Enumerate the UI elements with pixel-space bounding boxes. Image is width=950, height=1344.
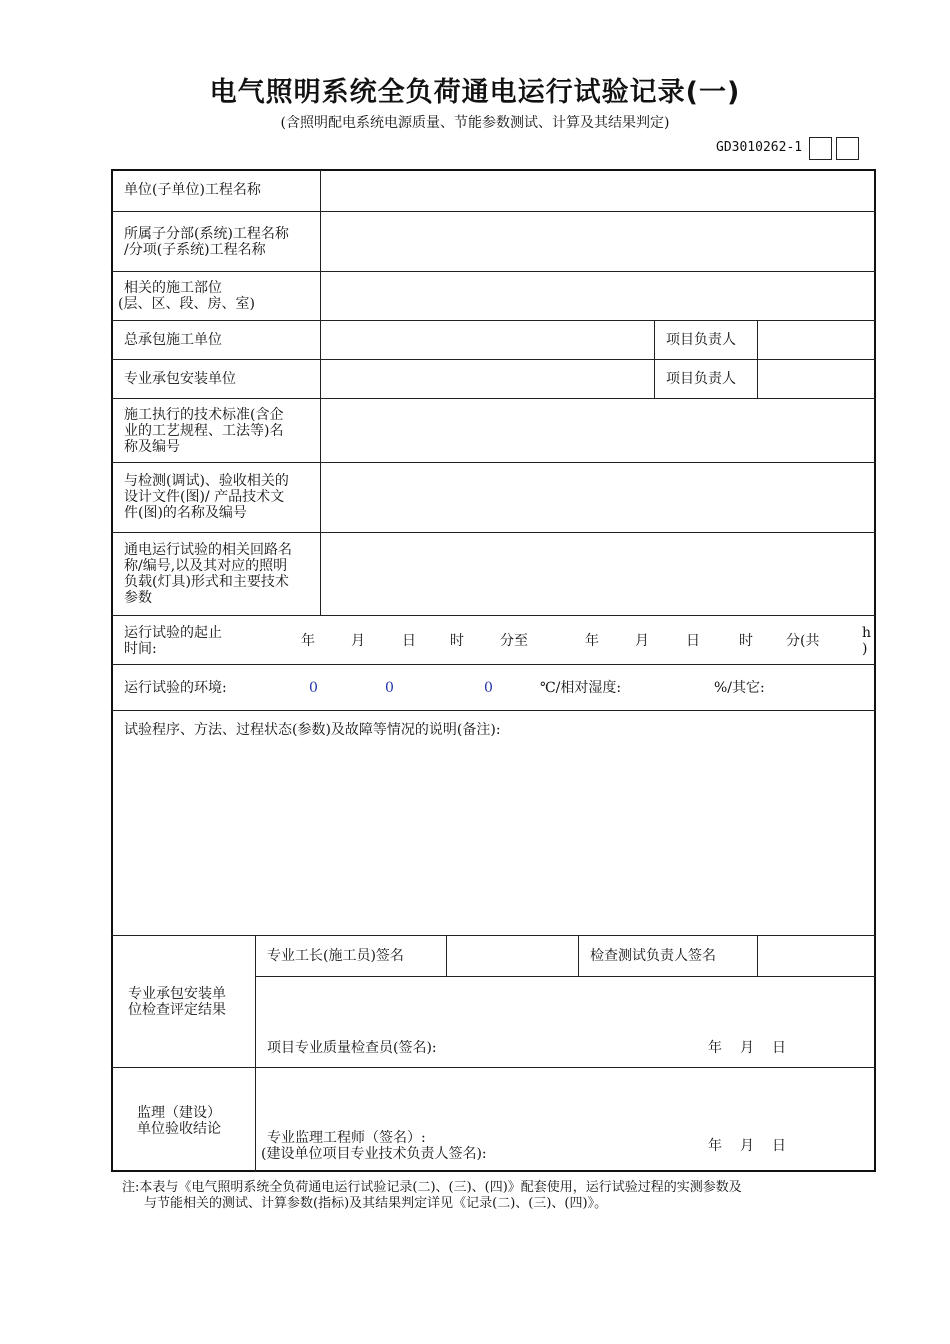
humidity-label: ℃/相对湿度: — [540, 680, 622, 696]
contractor-check-label-1: 专业承包安装单 — [128, 986, 226, 1002]
hours-close: ) — [862, 641, 868, 657]
footnote — [122, 1180, 742, 1212]
subsystem-field[interactable] — [321, 212, 874, 271]
other-label: %/其它: — [714, 680, 765, 696]
location-label-1: 相关的施工部位 — [124, 280, 222, 296]
owner-rep-label: (建设单位项目专业技术负责人签名): — [261, 1146, 487, 1162]
foreman-signature-label: 专业工长(施工员)签名 — [267, 948, 404, 964]
start-day: 日 — [402, 633, 416, 649]
docs-label-3: 件(图)的名称及编号 — [124, 505, 247, 521]
start-year: 年 — [301, 633, 315, 649]
hours-unit: h — [862, 625, 872, 641]
specialty-contractor-label: 专业承包安装单位 — [124, 371, 236, 387]
tester-signature-field[interactable] — [758, 936, 874, 976]
code-box-1[interactable] — [809, 137, 832, 160]
standard-field[interactable] — [321, 399, 874, 462]
page-subtitle: (含照明配电系统电源质量、节能参数测试、计算及其结果判定) — [280, 115, 670, 131]
standard-label-3: 称及编号 — [124, 439, 180, 455]
row-divider — [111, 615, 876, 616]
footnote-line-2: 与节能相关的测试、计算参数(指标)及其结果判定详见《记录(二)、(三)、(四)》。 — [144, 1196, 608, 1211]
foreman-signature-field[interactable] — [447, 936, 578, 976]
row-divider — [255, 976, 876, 977]
tester-signature-label: 检查测试负责人签名 — [590, 948, 716, 964]
location-label-2: (层、区、段、房、室) — [118, 296, 255, 312]
project-manager-label-2: 项目负责人 — [666, 371, 736, 387]
location-field[interactable] — [321, 272, 874, 320]
inspector-month: 月 — [740, 1040, 754, 1056]
start-minute-to: 分至 — [500, 633, 528, 649]
general-contractor-label: 总承包施工单位 — [124, 332, 222, 348]
project-manager-field-2[interactable] — [758, 360, 874, 398]
supervising-engineer-label: 专业监理工程师（签名）: — [267, 1130, 426, 1146]
start-month: 月 — [351, 633, 365, 649]
time-label-1: 运行试验的起止 — [124, 625, 222, 641]
project-manager-field-1[interactable] — [758, 321, 874, 359]
end-month: 月 — [635, 633, 649, 649]
end-year: 年 — [585, 633, 599, 649]
subsystem-label-2: /分项(子系统)工程名称 — [124, 242, 266, 258]
unit-name-label: 单位(子单位)工程名称 — [124, 182, 261, 198]
subsystem-label-1: 所属子分部(系统)工程名称 — [124, 226, 289, 242]
col-divider — [255, 935, 256, 1172]
code-box-2[interactable] — [836, 137, 859, 160]
circuit-field[interactable] — [321, 533, 874, 615]
circuit-label-3: 负载(灯具)形式和主要技术 — [124, 574, 289, 590]
row-divider — [111, 1067, 876, 1068]
project-manager-label-1: 项目负责人 — [666, 332, 736, 348]
docs-field[interactable] — [321, 463, 874, 532]
circuit-label-2: 称/编号,以及其对应的照明 — [124, 558, 288, 574]
env-value-1[interactable]: 0 — [309, 680, 318, 696]
remarks-field[interactable] — [113, 742, 874, 934]
form-code: GD3010262-1 — [716, 140, 803, 155]
supervision-month: 月 — [740, 1138, 754, 1154]
quality-inspector-label: 项目专业质量检查员(签名): — [267, 1040, 437, 1056]
env-value-2[interactable]: 0 — [385, 680, 394, 696]
end-day: 日 — [686, 633, 700, 649]
inspector-year: 年 — [708, 1040, 722, 1056]
supervision-year: 年 — [708, 1138, 722, 1154]
col-divider — [578, 935, 579, 976]
time-label-2: 时间: — [124, 641, 157, 657]
end-hour: 时 — [739, 633, 753, 649]
specialty-contractor-field[interactable] — [321, 360, 654, 398]
env-label: 运行试验的环境: — [124, 680, 227, 696]
circuit-label-1: 通电运行试验的相关回路名 — [124, 542, 292, 558]
contractor-check-label-2: 位检查评定结果 — [128, 1002, 226, 1018]
standard-label-2: 业的工艺规程、工法等)名 — [124, 423, 284, 439]
docs-label-2: 设计文件(图)/ 产品技术文 — [124, 489, 285, 505]
start-hour: 时 — [450, 633, 464, 649]
page-title: 电气照明系统全负荷通电运行试验记录(一) — [209, 77, 741, 108]
col-divider — [654, 320, 655, 398]
unit-name-field[interactable] — [321, 170, 874, 211]
end-minute-total: 分(共 — [786, 633, 820, 649]
env-value-3[interactable]: 0 — [484, 680, 493, 696]
row-divider — [111, 710, 876, 711]
footnote-line-1: 注:本表与《电气照明系统全负荷通电运行试验记录(二)、(三)、(四)》配套使用，运行试验过程的实测参数及 — [122, 1180, 742, 1195]
docs-label-1: 与检测(调试)、验收相关的 — [124, 473, 289, 489]
supervision-label-1: 监理（建设） — [137, 1105, 221, 1121]
remarks-label: 试验程序、方法、过程状态(参数)及故障等情况的说明(备注): — [124, 722, 501, 738]
row-divider — [111, 664, 876, 665]
inspector-day: 日 — [772, 1040, 786, 1056]
supervision-day: 日 — [772, 1138, 786, 1154]
general-contractor-field[interactable] — [321, 321, 654, 359]
standard-label-1: 施工执行的技术标准(含企 — [124, 407, 284, 423]
circuit-label-4: 参数 — [124, 590, 152, 606]
supervision-label-2: 单位验收结论 — [137, 1121, 221, 1137]
